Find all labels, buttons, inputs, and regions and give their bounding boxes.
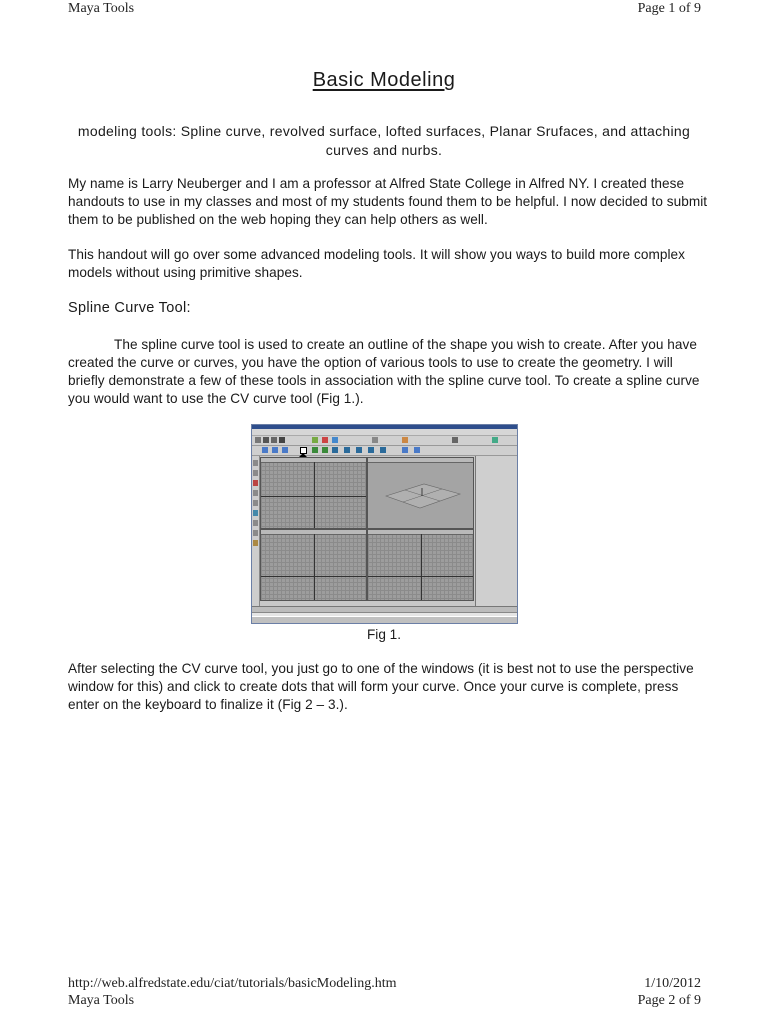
toolbar-icon [279,437,285,443]
windows-taskbar [252,616,517,623]
header-doc-name: Maya Tools [68,1,135,16]
maya-status-line [252,436,517,446]
spline-paragraph: The spline curve tool is used to create an outline of the shape you wish to create. After you have created the curve or curves, you have the option of various tools to use to create the geometry. I will briefly demonstrate a few of these tools in association with the spline curve tool. To create a spline curve you would want to use the CV curve tool (Fig 1.). [68,337,700,406]
shelf-icon [272,447,278,453]
page-subtitle: modeling tools: Spline curve, revolved surface, lofted surfaces, Planar Srufaces, and attaching curves and nurbs. [77,123,691,158]
section-heading: Spline Curve Tool: [68,300,191,316]
toolbar-icon [263,437,269,443]
toolbox-icon [253,540,258,546]
toolbox-icon [253,520,258,526]
toolbar-icon [492,437,498,443]
overview-paragraph: This handout will go over some advanced modeling tools. It will show you ways to build more complex models without using primitive shapes. [68,247,685,280]
viewport-perspective [367,457,474,529]
intro-paragraph: My name is Larry Neuberger and I am a professor at Alfred State College in Alfred NY. I created these handouts to use in my classes and most of my students found them to be helpful. I now decided to submit them to be published on the web hoping they can help others as well. [68,176,708,227]
figure-caption-text: Fig 1. [367,627,401,642]
toolbox-icon [253,470,258,476]
toolbar-icon [312,437,318,443]
toolbox-icon [253,460,258,466]
cv-paragraph: After selecting the CV curve tool, you just go to one of the windows (it is best not to use the perspective window for this) and click to create dots that will form your curve. Once your curve is complete, press enter on the keyboard to finalize it (Fig 2 – 3.). [68,661,694,712]
page-title: Basic Modeling [312,69,456,91]
footer-date: 1/10/2012 [644,976,701,991]
toolbox-icon [253,490,258,496]
shelf-icon [262,447,268,453]
shelf-icon [356,447,362,453]
channel-box [475,456,517,606]
maya-menubar [252,429,517,436]
toolbox-icon [253,500,258,506]
figure-caption [0,627,768,642]
figure-maya-screenshot [251,424,518,624]
footer-page-label: Page 2 of 9 [637,993,701,1008]
footer-url: http://web.alfredstate.edu/ciat/tutorials/basicModeling.htm [68,976,397,991]
toolbar-icon [372,437,378,443]
shelf-icon [368,447,374,453]
shelf-icon [344,447,350,453]
shelf-icon [402,447,408,453]
shelf-icon [414,447,420,453]
toolbar-icon [402,437,408,443]
toolbar-icon [332,437,338,443]
shelf-icon [380,447,386,453]
maya-toolbox [252,456,260,606]
perspective-grid-icon [368,462,473,528]
maya-shelf [252,446,517,456]
shelf-icon [322,447,328,453]
toolbar-icon [255,437,261,443]
toolbox-icon [253,530,258,536]
header-page-label: Page 1 of 9 [637,1,701,16]
viewport-side [367,529,474,601]
toolbox-icon [253,480,258,486]
toolbar-icon [322,437,328,443]
viewport-front [260,529,367,601]
toolbar-icon [452,437,458,443]
shelf-icon [312,447,318,453]
footer-doc-name: Maya Tools [68,993,135,1008]
shelf-icon [282,447,288,453]
toolbar-icon [271,437,277,443]
viewport-top [260,457,367,529]
toolbox-icon [253,510,258,516]
shelf-icon [332,447,338,453]
